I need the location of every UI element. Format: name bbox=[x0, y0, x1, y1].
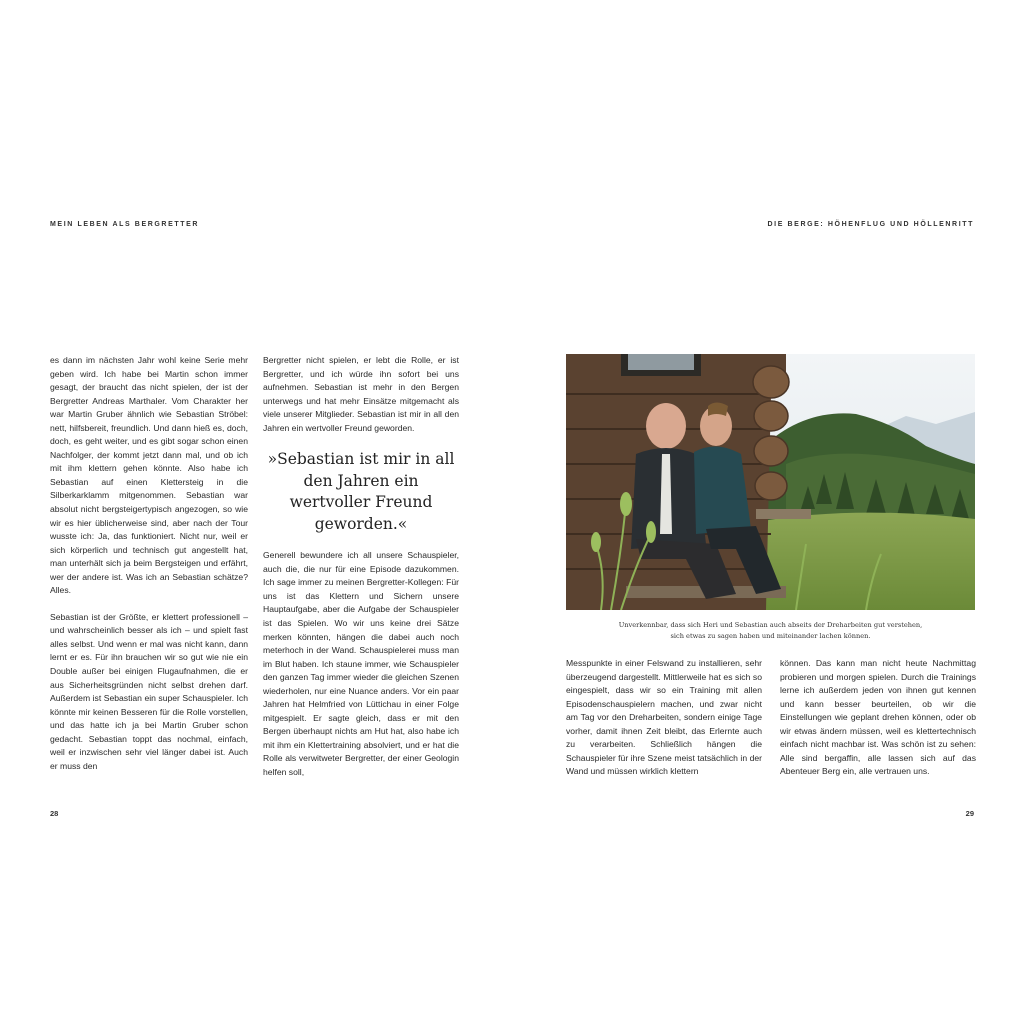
page-number-right: 29 bbox=[965, 809, 974, 818]
caption-line: Unverkennbar, dass sich Heri und Sebastian auch abseits der Dreharbeiten gut verstehen, bbox=[618, 621, 923, 629]
caption-line: sich etwas zu sagen haben und miteinander lachen können. bbox=[670, 632, 871, 640]
pull-quote: »Sebastian ist mir in all den Jahren ein wertvoller Freund geworden.« bbox=[267, 450, 455, 533]
paragraph: Sebastian ist der Größte, er klettert professionell – und wahrscheinlich besser als ich – und spielt fast alles selbst. Und wenn er mal was nicht kann, dann lernt er es. Für ihn brauchen wir so gut wie nie ein Double außer bei einigen Flugaufnahmen, die er aus Sicherheitsgründen nicht selbst drehen darf. Außerdem ist Sebastian ein super Schauspieler. Ich könnte mir keinen Besseren für die Rolle vorstellen, und das hatte ich ja bei Martin Gruber schon gedacht. Sebastian toppt das nochmal, einfach, weil er inzwischen sehr viel länger dabei ist. Auch er muss den bbox=[50, 611, 248, 771]
right-page-column-2 bbox=[780, 657, 976, 779]
paragraph: können. Das kann man nicht heute Nachmittag probieren und morgen spielen. Durch die Trainings lerne ich außerdem jeden von ihnen gut kennen und kann besser beurteilen, ob wir die Einstellungen wie geplant drehen können, oder ob wir etwas ändern müssen, weil es klettertechnisch einfach nicht machbar ist. Was schön ist zu sehen: Alle sind bergaffin, alle lassen sich auf das Abenteuer Berg ein, alle vertrauen uns. bbox=[780, 658, 976, 777]
left-page-column-1 bbox=[50, 354, 248, 773]
running-header-left: MEIN LEBEN ALS BERGRETTER bbox=[50, 221, 200, 228]
right-page-column-1 bbox=[566, 657, 762, 779]
photo-caption bbox=[566, 620, 975, 642]
paragraph: Bergretter nicht spielen, er lebt die Rolle, er ist Bergretter, und ich würde ihn sofort bei uns aufnehmen. Sebastian ist mehr in den Bergen unterwegs und hat mehr Einsätze mitgemacht als viele unserer Mitglieder. Sebastian ist mir in all den Jahren ein wertvoller Freund geworden. bbox=[263, 355, 459, 433]
running-header-right: DIE BERGE: HÖHENFLUG UND HÖLLENRITT bbox=[767, 221, 974, 228]
paragraph: Messpunkte in einer Felswand zu installieren, sehr überzeugend dargestellt. Mittlerweile hat es sich so eingespielt, dass wir so ein Training mit allen Episodenschauspielern machen, und zwar nicht am Tag vor den Dreharbeiten, sondern einige Tage vorher, damit ihnen Zeit bleibt, das Erlernte auch zu verarbeiten. Schließlich hängen die Schauspieler für ihre Szene meist tatsächlich in der Wand und müssen wirklich klettern bbox=[566, 658, 762, 777]
page-number-left: 28 bbox=[50, 809, 59, 818]
paragraph: es dann im nächsten Jahr wohl keine Serie mehr geben wird. Ich habe bei Martin schon immer gesagt, der braucht das nicht spielen, der ist der Bergretter Andreas Marthaler. Vom Charakter her war Martin Gruber ähnlich wie Sebastian Ströbel: nett, hilfsbereit, freundlich. Und dann hieß es, doch, doch, es geht weiter, und es gibt sogar schon einen Nachfolger, der kommt jetzt dann mal, und ob ich mit ihm klettern gehen könnte. Also habe ich Sebastian auf einen Klettersteig in die Silberkarklamm mitgenommen. Sebastian war absolut nicht bergsteigertypisch angezogen, so wie wir es hier üblicherweise sind, aber nach der Tour wusste ich: Ja, das funktioniert. Nicht nur, weil er sich körperlich und technisch gut angestellt hat, man unterhält sich ja beim Bergsteigen und erfährt, wer der andere ist. Was ich an Sebastian schätze? Alles. bbox=[50, 355, 248, 596]
paragraph: Generell bewundere ich all unsere Schauspieler, auch die, die nur für eine Episode dazukommen. Ich sage immer zu meinen Bergretter-Kollegen: Für uns ist das Klettern und Sichern unsere Hauptaufgabe, aber die Aufgabe der Schauspieler ist das Spielen. Wo wir uns keine drei Sätze merken könnten, hängen die dabei auch noch meterhoch in der Wand. Schauspielerei muss man im Blut haben. Ich staune immer, wie Schauspieler den ganzen Tag immer wieder die gleichen Szenen wiederholen, nur eine Nuance anders. Vor ein paar Jahren hat Helmfried von Lüttichau in einer Folge mitgespielt. Er sagte gleich, dass er mit den Bergen überhaupt nichts am Hut hat, also habe ich mit ihm ein Klettertraining absolviert, und er hat die Rolle als verwitweter Bergretter, der einer Geologin helfen soll, bbox=[263, 550, 459, 778]
left-page-column-2 bbox=[263, 354, 459, 780]
photo-two-men-on-bench bbox=[566, 354, 975, 610]
